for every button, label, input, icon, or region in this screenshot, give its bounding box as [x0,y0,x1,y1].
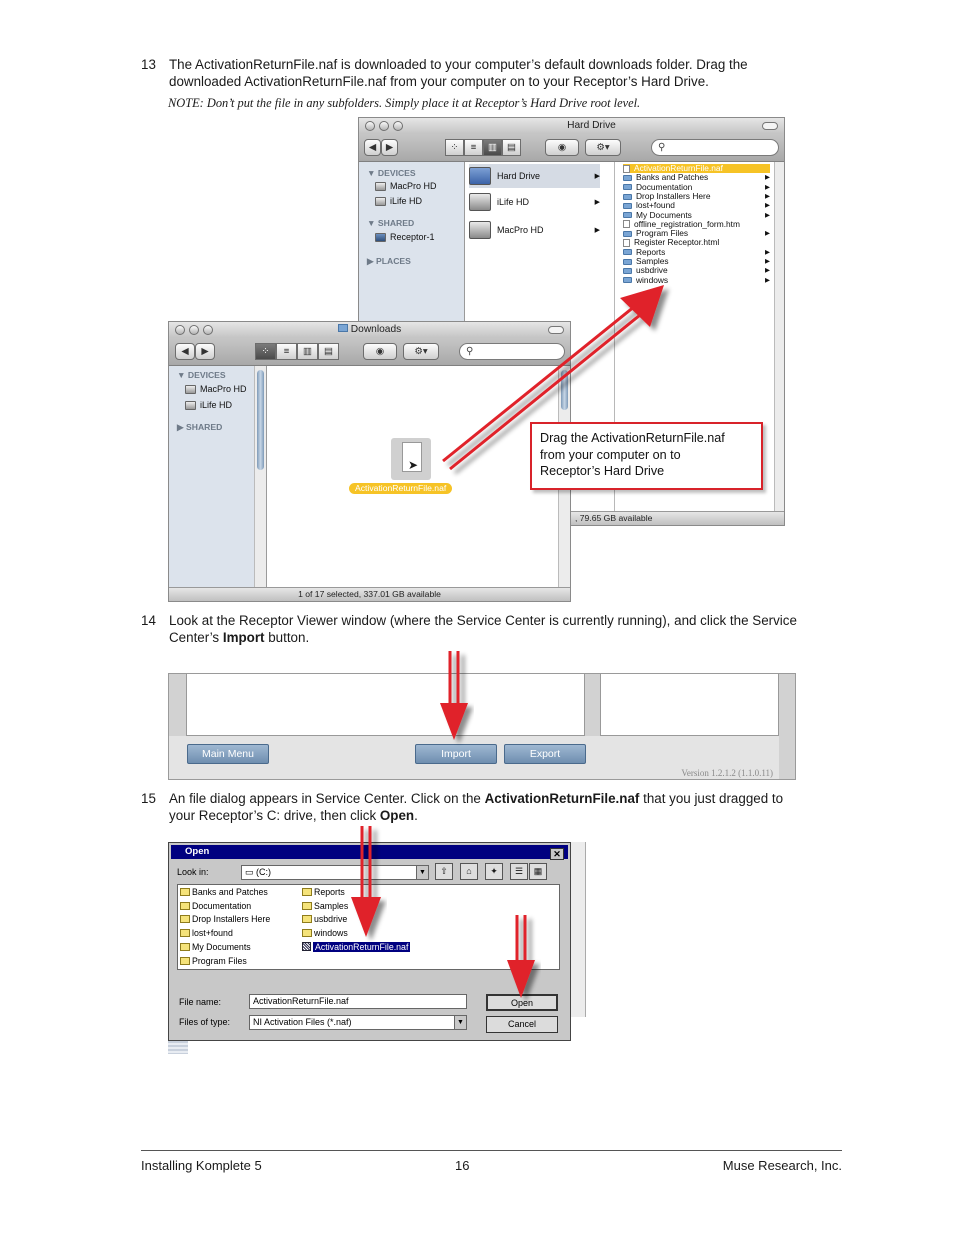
file-name-input[interactable]: ActivationReturnFile.naf [249,994,467,1009]
dialog-folder-item[interactable]: Banks and Patches [180,887,268,897]
details-view-icon[interactable]: ▦ [529,863,547,880]
sidebar-shared-heading: ▶ SHARED [177,422,223,432]
import-arrow [440,651,468,740]
drag-callout: Drag the ActivationReturnFile.naf from your computer on to Receptor’s Hard Drive [530,422,763,490]
step-number: 15 [141,791,156,806]
sidebar-devices-heading: ▼ DEVICES [367,168,416,178]
hd-list-item[interactable]: ActivationReturnFile.naf [623,164,770,173]
step-text: The ActivationReturnFile.naf is downloaded to your computer’s default downloads folder. Drag the downloaded ActivationReturnFile.naf from your computer on to your Receptor’s Hard Drive. [169,57,748,89]
page-number: 16 [455,1158,470,1173]
open-arrow [507,915,535,998]
step-text: An file dialog appears in Service Center. Click on the ActivationReturnFile.naf that you just dragged to your Receptor’s C: drive, then click Open. [169,791,784,823]
window-title: Downloads [169,324,570,335]
column-1-item-hard-drive[interactable]: Hard Drive ▶ [469,164,600,188]
hd-list-item[interactable]: Banks and Patches ▶ [623,173,770,182]
dialog-title-bar: Open ✕ [171,845,568,859]
dialog-folder-item[interactable]: Samples [302,901,348,911]
look-in-select[interactable]: ▭ (C:) ▼ [241,865,429,880]
hd-list-item[interactable]: windows ▶ [623,276,770,285]
file-type-select[interactable]: NI Activation Files (*.naf) ▼ [249,1015,467,1030]
chevron-right-icon: ▶ [765,202,770,210]
column-view-button[interactable]: ▥ [297,343,318,360]
up-folder-icon[interactable]: ⇧ [435,863,453,880]
export-button[interactable]: Export [504,744,586,764]
back-button[interactable]: ◀ [175,343,195,360]
hd-list-item[interactable]: offline_registration_form.htm [623,220,770,229]
list-view-button[interactable]: ≡ [464,139,483,156]
hd-list-item[interactable]: Program Files ▶ [623,229,770,238]
hd-list-item[interactable]: Samples ▶ [623,257,770,266]
hd-list-item[interactable]: Documentation ▶ [623,183,770,192]
sidebar-shared-heading: ▼ SHARED [367,218,415,228]
sidebar-item-macpro-hd[interactable]: MacPro HD [375,181,437,191]
search-icon: ⚲ [658,142,666,153]
hd-list-item[interactable]: lost+found ▶ [623,201,770,210]
column-1-item-macpro[interactable]: MacPro HD ▶ [469,218,600,242]
version-label: Version 1.2.1.2 (1.1.0.11) [681,768,773,778]
sidebar-item-macpro-hd[interactable]: MacPro HD [185,384,247,394]
footer-left: Installing Komplete 5 [141,1158,262,1173]
status-bar: , 79.65 GB available [569,511,784,525]
cancel-button[interactable]: Cancel [486,1016,558,1033]
chevron-right-icon: ▶ [594,199,600,206]
chevron-right-icon: ▶ [765,192,770,200]
coverflow-view-button[interactable]: ▤ [502,139,521,156]
look-in-label: Look in: [177,867,209,877]
chevron-right-icon: ▶ [594,227,600,234]
import-button[interactable]: Import [415,744,497,764]
list-view-icon[interactable]: ☰ [510,863,528,880]
new-folder-icon[interactable]: ✦ [485,863,503,880]
chevron-right-icon: ▶ [765,267,770,275]
forward-button[interactable]: ▶ [195,343,215,360]
hd-list-item[interactable]: Reports ▶ [623,248,770,257]
sidebar-places-heading: ▶ PLACES [367,256,411,266]
hd-list-item[interactable]: Drop Installers Here ▶ [623,192,770,201]
dialog-folder-item[interactable]: windows [302,928,348,938]
chevron-down-icon: ▼ [416,866,428,879]
column-view-button[interactable]: ▥ [483,139,502,156]
chevron-down-icon: ▼ [454,1016,466,1029]
hd-list-item[interactable]: Register Receptor.html [623,238,770,247]
dialog-file-item-selected[interactable]: ActivationReturnFile.naf [302,942,410,952]
dialog-folder-item[interactable]: Drop Installers Here [180,914,270,924]
file-arrow [351,826,381,937]
chevron-right-icon: ▶ [765,230,770,238]
sidebar-item-receptor[interactable]: Receptor-1 [375,232,435,242]
column-1-item-ilife[interactable]: iLife HD ▶ [469,190,600,214]
sidebar-item-ilife-hd[interactable]: iLife HD [185,400,232,410]
note: NOTE: Don’t put the file in any subfolders. Simply place it at Receptor’s Hard Drive root level. [168,96,641,110]
footer-right: Muse Research, Inc. [722,1158,842,1173]
sidebar-item-ilife-hd[interactable]: iLife HD [375,196,422,206]
chevron-right-icon: ▶ [765,183,770,191]
chevron-right-icon: ▶ [594,173,600,180]
dialog-folder-item[interactable]: My Documents [180,942,251,952]
file-label[interactable]: ActivationReturnFile.naf [349,483,452,494]
hd-list-item[interactable]: usbdrive ▶ [623,266,770,275]
close-button[interactable]: ✕ [550,848,564,860]
dialog-folder-item[interactable]: Program Files [180,956,247,966]
dialog-folder-item[interactable]: lost+found [180,928,233,938]
quicklook-button[interactable]: ◉ [545,139,579,156]
action-menu-button[interactable]: ⚙▾ [403,343,439,360]
chevron-right-icon: ▶ [765,248,770,256]
window-title: Hard Drive [567,120,616,131]
chevron-right-icon: ▶ [765,174,770,182]
chevron-right-icon: ▶ [765,276,770,284]
main-menu-button[interactable]: Main Menu [187,744,269,764]
drag-arrow [443,285,664,469]
file-type-label: Files of type: [179,1017,231,1027]
step-text: Look at the Receptor Viewer window (where the Service Center is currently running), and click the Service Center’s Import button. [169,613,797,645]
hd-list-item[interactable]: My Documents ▶ [623,211,770,220]
icon-view-button[interactable]: ⁘ [445,139,464,156]
open-button[interactable]: Open [486,994,558,1011]
back-button[interactable]: ◀ [364,139,381,156]
status-bar: 1 of 17 selected, 337.01 GB available [169,587,570,601]
icon-view-button[interactable]: ⁘ [255,343,276,360]
quicklook-button[interactable]: ◉ [363,343,397,360]
search-icon: ⚲ [466,346,474,357]
action-menu-button[interactable]: ⚙▾ [585,139,621,156]
desktop-icon[interactable]: ⌂ [460,863,478,880]
dialog-folder-item[interactable]: usbdrive [302,914,347,924]
chevron-right-icon: ▶ [765,258,770,265]
chevron-right-icon: ▶ [765,211,770,219]
coverflow-view-button[interactable]: ▤ [318,343,339,360]
step-number: 13 [141,57,156,72]
drive-icon: ▭ [245,867,257,877]
file-name-label: File name: [179,997,222,1007]
cursor-icon: ➤ [408,458,419,472]
footer-rule [141,1150,842,1151]
forward-button[interactable]: ▶ [381,139,398,156]
sidebar-devices-heading: ▼ DEVICES [177,370,226,380]
dialog-folder-item[interactable]: Reports [302,887,345,897]
step-number: 14 [141,613,156,628]
dialog-folder-item[interactable]: Documentation [180,901,251,911]
list-view-button[interactable]: ≡ [276,343,297,360]
